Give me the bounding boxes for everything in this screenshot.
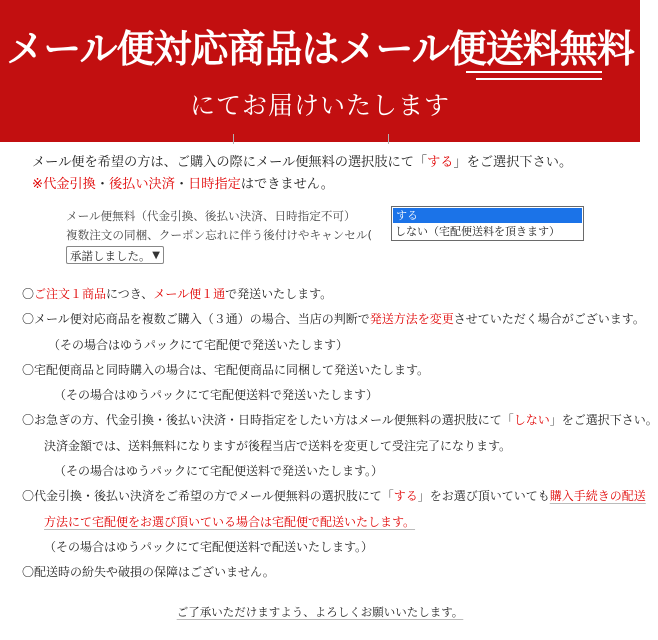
intro-text xyxy=(32,152,632,196)
notes-list xyxy=(22,282,658,586)
intro-highlight-datetime: 日時指定 xyxy=(188,177,241,192)
note-text: 」をご選択下さい。 xyxy=(549,413,658,428)
consent-select[interactable] xyxy=(66,246,164,264)
note-highlight: 購入手続きの配送 xyxy=(549,489,646,504)
note-text: 〇代金引換・後払い決済をご希望の方でメール便無料の選択肢にて「 xyxy=(22,489,394,504)
intro-text-segment: 」をご選択下さい。 xyxy=(453,155,573,170)
shipping-options-form xyxy=(66,207,372,245)
note-item: （その場合はゆうパックにて宅配便で発送いたします） xyxy=(48,337,349,352)
note-highlight: しない xyxy=(513,413,550,428)
note-highlight: メール便１通 xyxy=(153,287,226,301)
note-highlight: する xyxy=(393,489,418,504)
note-item xyxy=(22,307,645,332)
dropdown-option-suru[interactable]: する xyxy=(393,208,582,223)
note-text: につき、 xyxy=(106,287,154,301)
mail-free-label: メール便無料（代金引換、後払い決済、日時指定不可） xyxy=(66,209,356,223)
intro-line-2 xyxy=(32,174,632,196)
note-mark: 〇 xyxy=(22,287,35,301)
header-banner xyxy=(0,0,640,142)
note-item xyxy=(22,282,638,307)
divider-tick xyxy=(233,134,234,144)
consent-select-value: 承諾しました。 xyxy=(70,249,151,263)
note-text: で発送いたします。 xyxy=(225,287,333,301)
bundle-cancel-label: 複数注文の同梱、クーポン忘れに伴う後付けやキャンセル( xyxy=(66,228,372,242)
note-item: 〇宅配便商品と同時購入の場合は、宅配便商品に同梱して発送いたします。 xyxy=(22,362,430,377)
note-text: 〇お急ぎの方、代金引換・後払い決済・日時指定をしたい方はメール便無料の選択肢にて「 xyxy=(22,413,514,428)
note-highlight: ご注文１商品 xyxy=(34,287,107,301)
intro-text-segment: はできません。 xyxy=(240,177,334,192)
intro-highlight-suru: する xyxy=(427,155,454,170)
note-text: させていただく場合がございます。 xyxy=(453,312,645,327)
note-item xyxy=(22,484,646,509)
closing-message: ご了承いただけますよう、よろしくお願いいたします。 xyxy=(176,605,464,619)
banner-title: メール便対応商品はメール便送料無料 xyxy=(6,27,634,71)
intro-line-1 xyxy=(32,152,632,174)
note-item xyxy=(22,408,658,433)
intro-highlight-deferred: 後払い決済 xyxy=(109,177,175,192)
banner-subtitle: にてお届けいたします xyxy=(189,91,450,120)
note-highlight: 発送方法を変更 xyxy=(369,312,454,327)
note-item: 決済金額では、送料無料になりますが後程当店で送料を変更して受注完了になります。 xyxy=(44,438,512,453)
note-item: 方法にて宅配便をお選び頂いている場合は宅配便で配送いたします。 xyxy=(44,514,416,529)
intro-text-segment: メール便を希望の方は、ご購入の際にメール便無料の選択肢にて「 xyxy=(32,155,428,170)
dropdown-option-shinai[interactable]: しない（宅配便送料を頂きます） xyxy=(395,225,560,238)
chevron-down-icon: ▼ xyxy=(152,250,160,261)
divider-tick xyxy=(388,134,389,144)
banner-underline-upper xyxy=(466,71,602,73)
note-item: （その場合はゆうパックにて宅配便送料で発送いたします） xyxy=(54,388,379,403)
intro-highlight-cod: 代金引換 xyxy=(43,177,96,192)
note-item: （その場合はゆうパックにて宅配便送料で配送いたします。） xyxy=(44,539,374,554)
banner-underline-lower xyxy=(476,78,602,80)
note-item: （その場合はゆうパックにて宅配便送料で発送いたします。） xyxy=(54,464,384,479)
note-item: 〇配送時の紛失や破損の保障はございません。 xyxy=(22,565,275,580)
intro-note-mark: ※ xyxy=(32,177,44,192)
note-text: 〇メール便対応商品を複数ご購入（３通）の場合、当店の判断で xyxy=(22,312,370,327)
intro-separator: ・ xyxy=(174,177,189,192)
intro-separator: ・ xyxy=(95,177,109,192)
note-text: 」をお選び頂いていても xyxy=(417,489,550,504)
mail-free-dropdown[interactable] xyxy=(391,206,584,241)
